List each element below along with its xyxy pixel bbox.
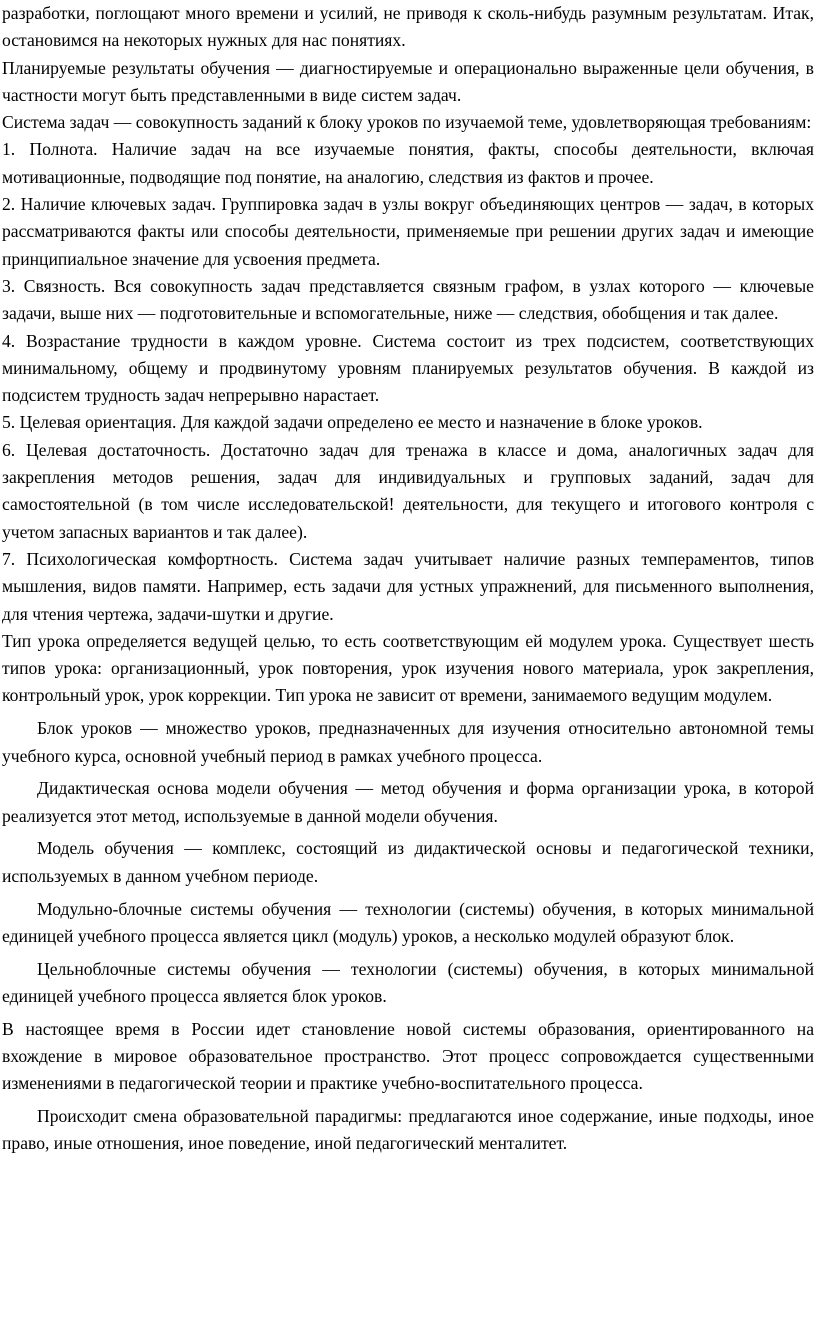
- paragraph-planned-results: Планируемые результаты обучения — диагностируемые и операционально выраженные цели обучения, в частности могут быть представленными в виде систем задач.: [2, 57, 814, 105]
- list-item-key-tasks: 2. Наличие ключевых задач. Группировка задач в узлы вокруг объединяющих центров — задач, в которых рассматриваются факты или способы деятельности, применяемые при решении других задач и имеющие принципиальное значение для усвоения предмета.: [2, 194, 814, 269]
- list-item-target-orientation: 5. Целевая ориентация. Для каждой задачи определено ее место и назначение в блоке уроков.: [2, 412, 703, 433]
- paragraph-paradigm-shift: Происходит смена образовательной парадигмы: предлагаются иное содержание, иные подходы, иное право, иные отношения, иное поведение, иной педагогический менталитет.: [2, 1106, 814, 1154]
- paragraph-whole-block-systems: Цельноблочные системы обучения — технологии (системы) обучения, в которых минимальной единицей учебного процесса является блок уроков.: [2, 958, 814, 1006]
- paragraph-learning-model: Модель обучения — комплекс, состоящий из дидактической основы и педагогической техники, используемых в данном учебном периоде.: [2, 838, 814, 886]
- list-item-psychological-comfort: 7. Психологическая комфортность. Система задач учитывает наличие разных темпераментов, типов мышления, видов памяти. Например, есть задачи для устных упражнений, для письменного выполнения, для чтения чертежа, задачи-шутки и другие.: [2, 548, 814, 624]
- list-item-connectivity: 3. Связность. Вся совокупность задач представляется связным графом, в узлах которого — ключевые задачи, выше них — подготовительные и вспомогательные, ниже — следствия, обобщения и так далее.: [2, 275, 814, 324]
- list-item-completeness: 1. Полнота. Наличие задач на все изучаемые понятия, факты, способы деятельности, включая мотивационные, подводящие под понятие, на аналогию, следствия из фактов и прочее.: [2, 139, 814, 187]
- list-item-difficulty-growth: 4. Возрастание трудности в каждом уровне. Система состоит из трех подсистем, соответствующих минимальному, общему и продвинутому уровням планируемых результатов обучения. В каждой из подсистем трудность задач непрерывно нарастает.: [2, 330, 814, 406]
- paragraph-task-system: Система задач — совокупность заданий к блоку уроков по изучаемой теме, удовлетворяющая требованиям:: [2, 112, 812, 133]
- paragraph-russia-education: В настоящее время в России идет становление новой системы образования, ориентированного на вхождение в мировое образовательное пространство. Этот процесс сопровождается существенными изменениями в педагогической теории и практике учебно-воспитательного процесса.: [2, 1018, 814, 1094]
- paragraph-lesson-block: Блок уроков — множество уроков, предназначенных для изучения относительно автономной темы учебного курса, основной учебный период в рамках учебного процесса.: [2, 718, 814, 766]
- paragraph-lesson-type: Тип урока определяется ведущей целью, то есть соответствующим ей модулем урока. Существует шесть типов урока: организационный, урок повторения, урок изучения нового материала, урок закрепления, контрольный урок, урок коррекции. Тип урока не зависит от времени, занимаемого ведущим модулем.: [2, 630, 814, 706]
- paragraph-intro-continuation: разработки, поглощают много времени и усилий, не приводя к сколь-нибудь разумным результатам. Итак, остановимся на некоторых нужных для нас понятиях.: [2, 3, 814, 51]
- paragraph-didactic-basis: Дидактическая основа модели обучения — метод обучения и форма организации урока, в которой реализуется этот метод, используемые в данной модели обучения.: [2, 778, 814, 826]
- paragraph-modular-block-systems: Модульно-блочные системы обучения — технологии (системы) обучения, в которых минимальной единицей учебного процесса является цикл (модуль) уроков, а несколько модулей образуют блок.: [2, 898, 814, 946]
- list-item-target-sufficiency: 6. Целевая достаточность. Достаточно задач для тренажа в классе и дома, аналогичных задач для закрепления методов решения, задач для индивидуальных и групповых заданий, задач для самостоятельной (в том числе исследовательской! деятельности, для текущего и итогового контроля с учетом запасных вариантов и так далее).: [2, 439, 814, 542]
